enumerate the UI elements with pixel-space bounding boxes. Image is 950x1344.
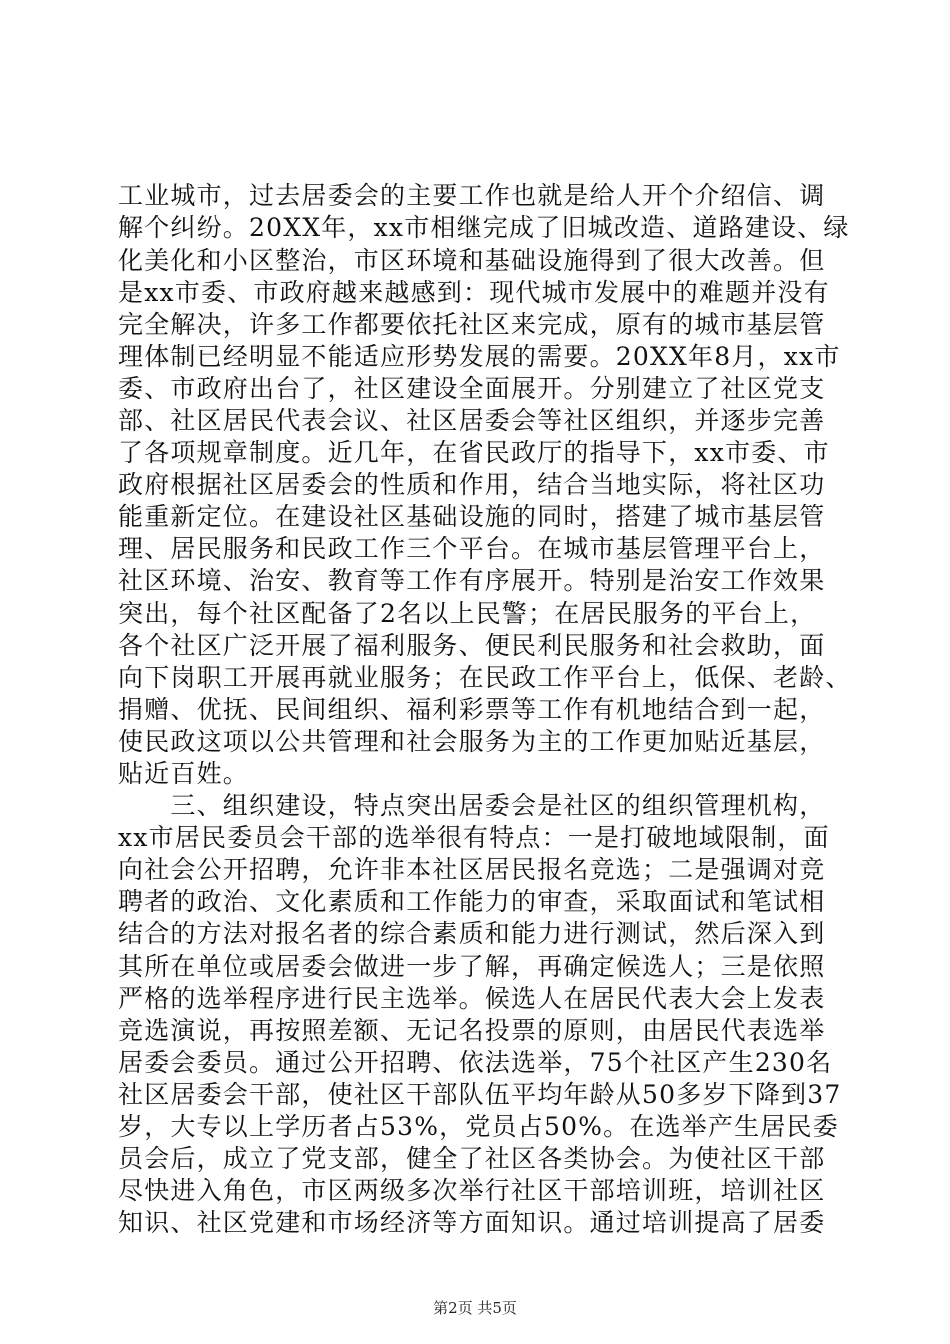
text-line: 竞选演说，再按照差额、无记名投票的原则，由居民代表选举 [118,1016,826,1045]
text-line: 聘者的政治、文化素质和工作能力的审查，采取面试和笔试相 [118,887,826,916]
text-line: 解个纠纷。20XX年，xx市相继完成了旧城改造、道路建设、绿 [118,213,850,242]
text-line: 结合的方法对报名者的综合素质和能力进行测试，然后深入到 [118,919,826,948]
text-line: 三、组织建设，特点突出居委会是社区的组织管理机构， [118,791,826,820]
text-line: 是xx市委、市政府越来越感到：现代城市发展中的难题并没有 [118,278,830,307]
text-line: 尽快进入角色，市区两级多次举行社区干部培训班，培训社区 [118,1176,826,1205]
text-line: 岁，大专以上学历者占53%，党员占50%。在选举产生居民委 [118,1112,839,1141]
text-line: 突出，每个社区配备了2名以上民警；在居民服务的平台上， [118,599,817,628]
text-line: 部、社区居民代表会议、社区居委会等社区组织，并逐步完善 [118,406,826,435]
text-line: 向下岗职工开展再就业服务；在民政工作平台上，低保、老龄、 [118,663,852,692]
text-line: 向社会公开招聘，允许非本社区居民报名竞选；二是强调对竞 [118,855,826,884]
text-line: 社区环境、治安、教育等工作有序展开。特别是治安工作效果 [118,566,826,595]
text-line: 能重新定位。在建设社区基础设施的同时，搭建了城市基层管 [118,502,826,531]
text-line: 使民政这项以公共管理和社会服务为主的工作更加贴近基层， [118,727,826,756]
text-line: 各个社区广泛开展了福利服务、便民利民服务和社会救助，面 [118,631,826,660]
text-line: 捐赠、优抚、民间组织、福利彩票等工作有机地结合到一起， [118,695,826,724]
text-line: 居委会委员。通过公开招聘、依法选举，75个社区产生230名 [118,1048,833,1077]
text-line: 工业城市，过去居委会的主要工作也就是给人开个介绍信、调 [118,181,826,210]
text-line: 员会后，成立了党支部，健全了社区各类协会。为使社区干部 [118,1144,826,1173]
text-line: 理体制已经明显不能适应形势发展的需要。20XX年8月，xx市 [118,342,841,371]
text-line: 委、市政府出台了，社区建设全面展开。分别建立了社区党支 [118,374,826,403]
text-line: 严格的选举程序进行民主选举。候选人在居民代表大会上发表 [118,984,826,1013]
text-line: xx市居民委员会干部的选举很有特点：一是打破地域限制，面 [118,823,830,852]
text-line: 政府根据社区居委会的性质和作用，结合当地实际，将社区功 [118,470,826,499]
page-number-footer: 第2页 共5页 [433,1299,517,1317]
text-line: 社区居委会干部，使社区干部队伍平均年龄从50多岁下降到37 [118,1080,842,1109]
text-line: 其所在单位或居委会做进一步了解，再确定候选人；三是依照 [118,952,826,981]
text-line: 理、居民服务和民政工作三个平台。在城市基层管理平台上， [118,534,826,563]
text-line: 完全解决，许多工作都要依托社区来完成，原有的城市基层管 [118,310,826,339]
text-line: 知识、社区党建和市场经济等方面知识。通过培训提高了居委 [118,1208,826,1237]
text-line: 了各项规章制度。近几年，在省民政厅的指导下，xx市委、市 [118,438,830,467]
text-line: 化美化和小区整治，市区环境和基础设施得到了很大改善。但 [118,246,826,275]
text-line: 贴近百姓。 [118,759,250,788]
